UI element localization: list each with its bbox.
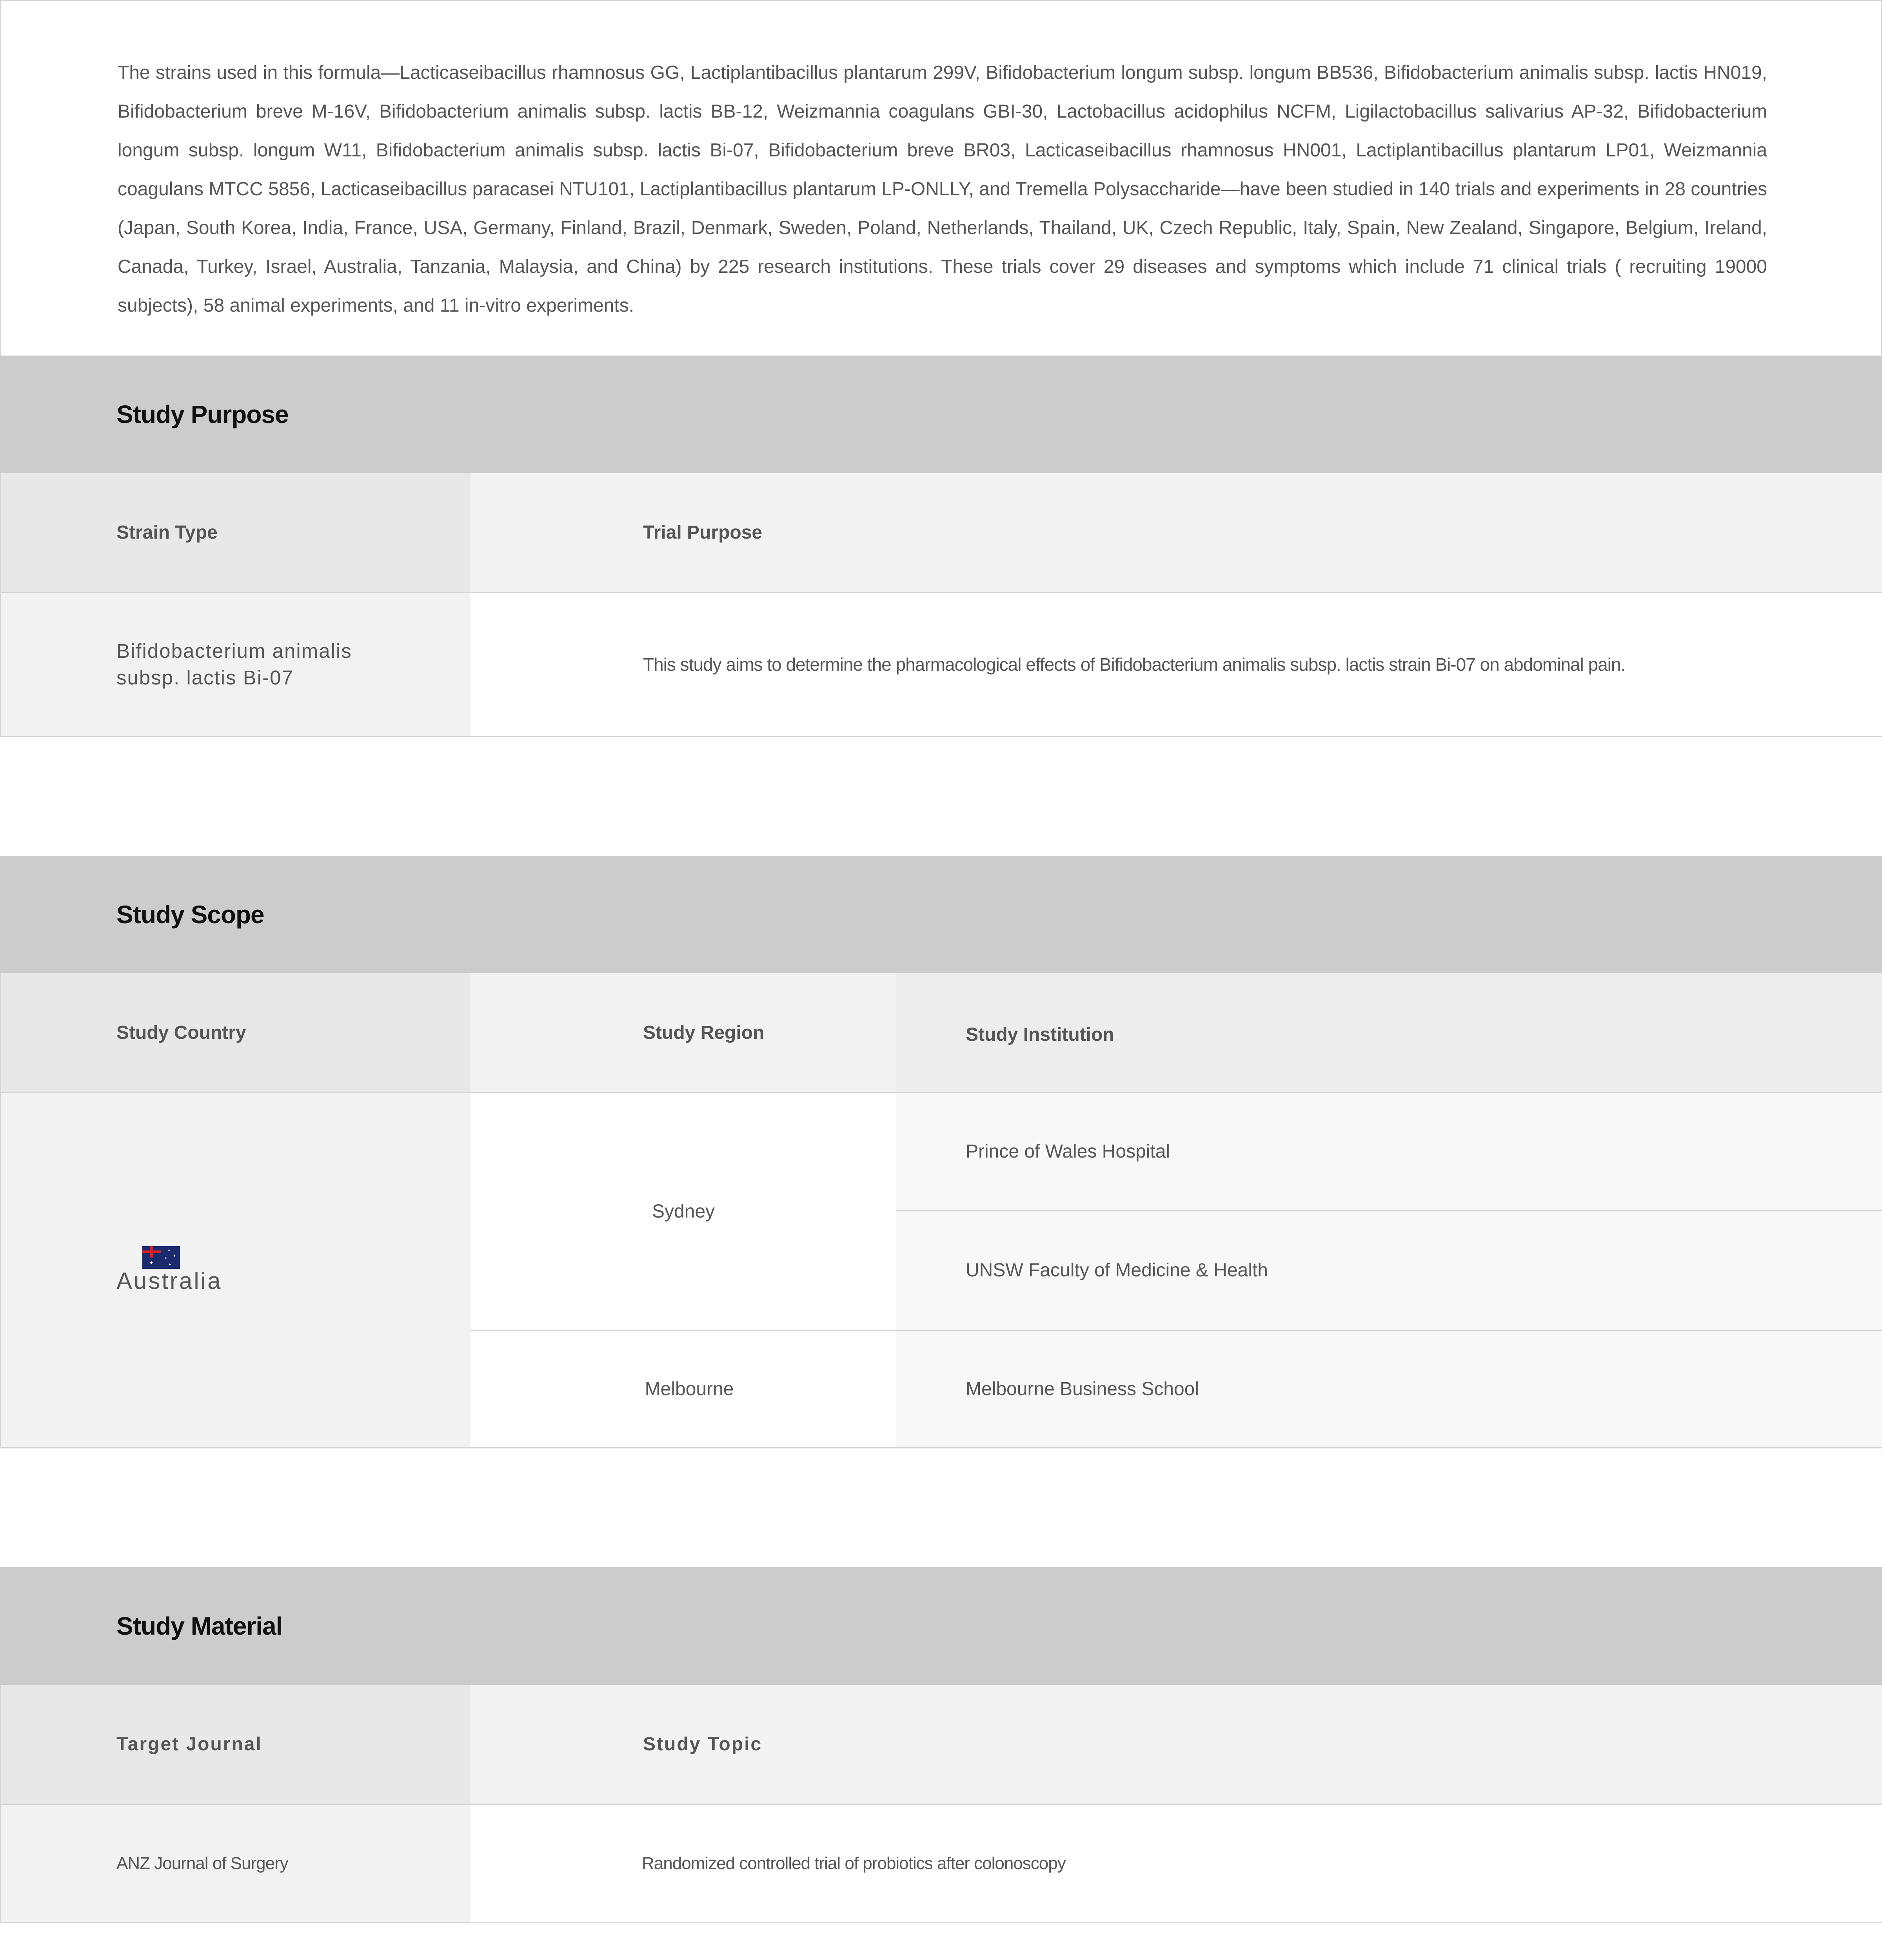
strain-type-header: Strain Type: [116, 522, 218, 543]
study-country-header-cell: [1, 973, 470, 1092]
strain-value: Bifidobacterium animalis subsp. lactis Bi-07: [116, 640, 352, 689]
trial-purpose-header-cell: [470, 473, 1882, 592]
study-region-header: Study Region: [643, 1022, 765, 1043]
intro-section: [0, 0, 1882, 356]
topic-value: Randomized controlled trial of probiotics after colonoscopy: [642, 1853, 1066, 1873]
study-scope-header: [0, 856, 1882, 973]
study-scope-title: Study Scope: [116, 900, 264, 929]
journal-value: ANZ Journal of Surgery: [116, 1853, 288, 1873]
study-institution-header: Study Institution: [966, 1024, 1114, 1045]
journal-value-cell: [1, 1805, 470, 1922]
topic-value-cell: [470, 1805, 1882, 1922]
study-purpose-header: [0, 356, 1882, 473]
study-material-table: [0, 1685, 1882, 1923]
intro-paragraph: The strains used in this formula—Lacticaseibacillus rhamnosus GG, Lactiplantibacillus plantarum 299V, Bifidobacterium longum subsp. longum BB536, Bifidobacterium animalis subsp. lactis HN019, Bifidobacterium breve M-16V, Bifidobacterium animalis subsp. lactis BB-12, Weizmannia coagulans GBI-30, Lactobacillus acidophilus NCFM, Ligilactobacillus salivarius AP-32, Bifidobacterium longum subsp. longum W11, Bifidobacterium animalis subsp. lactis Bi-07, Bifidobacterium breve BR03, Lacticaseibacillus rhamnosus HN001, Lactiplantibacillus plantarum LP01, Weizmannia coagulans MTCC 5856, Lacticaseibacillus paracasei NTU101, Lactiplantibacillus plantarum LP-ONLLY, and Tremella Polysaccharide—have been studied in 140 trials and experiments in 28 countries (Japan, South Korea, India, France, USA, Germany, Finland, Brazil, Denmark, Sweden, Poland, Netherlands, Thailand, UK, Czech Republic, Italy, Spain, New Zealand, Singapore, Belgium, Ireland, Canada, Turkey, Israel, Australia, Tanzania, Malaysia, and China) by 225 research institutions. These trials cover 29 diseases and symptoms which include 71 clinical trials ( recruiting 19000 subjects), 58 animal experiments, and 11 in-vitro experiments.: [118, 62, 1767, 316]
study-country-header: Study Country: [116, 1022, 246, 1043]
country-value-cell: [1, 1093, 470, 1447]
study-material-header: [0, 1567, 1882, 1685]
region-cell-melbourne: [470, 1331, 896, 1447]
study-purpose-table: [0, 473, 1882, 737]
study-topic-header: Study Topic: [643, 1734, 763, 1755]
institution-cell: [896, 1331, 1882, 1447]
region-value-melbourne: Melbourne: [645, 1379, 734, 1399]
region-value-sydney: Sydney: [652, 1201, 715, 1222]
study-purpose-title: Study Purpose: [116, 400, 289, 428]
trial-purpose-value: This study aims to determine the pharmacological effects of Bifidobacterium animalis subsp. lactis strain Bi-07 on abdominal pain.: [643, 654, 1626, 675]
institution-value: Melbourne Business School: [966, 1379, 1199, 1399]
institution-value: Prince of Wales Hospital: [966, 1141, 1170, 1162]
study-institution-header-cell: [896, 973, 1882, 1092]
study-region-header-cell: [470, 973, 896, 1092]
target-journal-header-cell: [1, 1685, 470, 1804]
study-topic-header-cell: [470, 1685, 1882, 1804]
strain-value-cell: [1, 593, 470, 736]
institution-cell: [896, 1211, 1882, 1330]
australia-flag-icon: ✦ ✦ ✦ ✦ ✦: [142, 1246, 180, 1269]
trial-purpose-value-cell: [470, 593, 1882, 736]
strain-type-header-cell: [1, 473, 470, 592]
country-value: Australia: [116, 1268, 222, 1294]
institution-value: UNSW Faculty of Medicine & Health: [966, 1260, 1268, 1281]
study-scope-table: [0, 973, 1882, 1448]
region-cell-sydney: [470, 1093, 896, 1330]
target-journal-header: Target Journal: [116, 1734, 262, 1755]
trial-purpose-header: Trial Purpose: [643, 522, 763, 543]
institution-cell: [896, 1093, 1882, 1210]
study-material-title: Study Material: [116, 1612, 283, 1640]
